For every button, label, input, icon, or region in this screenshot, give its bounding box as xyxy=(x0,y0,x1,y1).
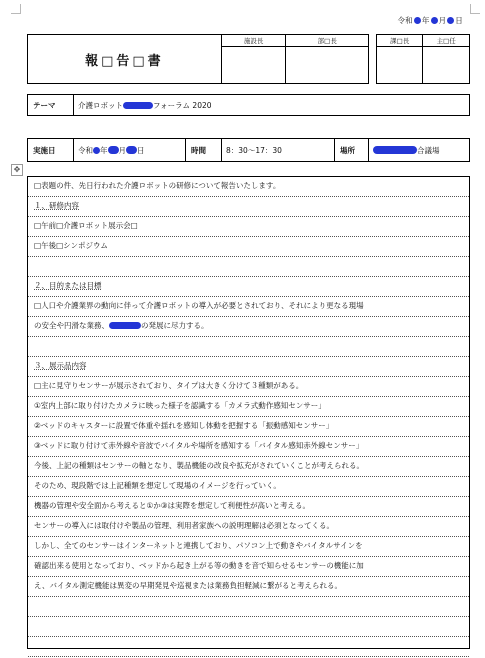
body-line: □人口や介護業界の動向に伴って介護ロボットの導入が必要とされており、それにより更なる現場 xyxy=(28,297,469,317)
stamp-box-section-chief[interactable] xyxy=(377,47,423,84)
body-line: え、バイタル測定機能は異変の早期発見や巡視または業務負担軽減に繋がると考えられる。 xyxy=(28,577,469,597)
place-suffix: 合議場 xyxy=(417,145,440,155)
theme-label: テーマ xyxy=(28,95,74,116)
page-corner-mark-left xyxy=(11,4,21,14)
theme-prefix: 介護ロボット xyxy=(78,100,123,110)
stamp-box-facility-director[interactable] xyxy=(221,47,286,84)
date-value-year: 年 xyxy=(100,145,108,155)
column-gap xyxy=(369,35,377,84)
role-department-head: 部□長 xyxy=(286,35,369,47)
place-value[interactable] xyxy=(369,139,470,162)
body-text: の発展に尽力する。 xyxy=(141,321,209,330)
approval-header-table xyxy=(27,34,470,84)
time-value[interactable]: 8：30～17：30 xyxy=(222,139,335,162)
role-supervisor: 主□任 xyxy=(423,35,470,47)
date-value-day: 日 xyxy=(137,145,145,155)
body-line-empty xyxy=(28,637,469,657)
stamp-box-department-head[interactable] xyxy=(286,47,369,84)
date-era: 令和 xyxy=(397,16,413,25)
body-line xyxy=(28,357,469,377)
date-day-unit: 日 xyxy=(455,16,463,25)
body-line: □午前□介護ロボット展示会□ xyxy=(28,217,469,237)
body-line xyxy=(28,197,469,217)
role-section-chief: 課□長 xyxy=(377,35,423,47)
page-corner-mark-right xyxy=(470,4,480,14)
redaction-mark xyxy=(373,146,417,154)
redaction-mark xyxy=(93,147,100,154)
redaction-mark xyxy=(108,146,119,154)
section-heading: １、研修内容 xyxy=(34,201,79,210)
redaction-mark xyxy=(414,17,421,24)
body-text: の安全や円滑な業務、 xyxy=(34,321,109,330)
date-value[interactable] xyxy=(74,139,186,162)
body-line: 機器の管理や安全面から考えると①か③は実際を想定して利便性が高いと考える。 xyxy=(28,497,469,517)
info-row xyxy=(27,138,470,162)
role-facility-director: 施設長 xyxy=(221,35,286,47)
theme-row xyxy=(27,94,470,116)
body-line: ③ベッドに取り付けて赤外線や音波でバイタルや場所を感知する「バイタル感知赤外線センサー」 xyxy=(28,437,469,457)
section-heading: ２、目的または目標 xyxy=(34,281,102,290)
redaction-mark xyxy=(431,17,438,24)
redaction-mark xyxy=(109,322,141,329)
body-line: ①室内上部に取り付けたカメラに映った様子を認識する「カメラ式動作感知センサー」 xyxy=(28,397,469,417)
redaction-mark xyxy=(447,17,454,24)
body-line: □主に見守りセンサーが展示されており、タイプは大きく分けて３種類がある。 xyxy=(28,377,469,397)
report-title: 報□告□書 xyxy=(28,35,222,84)
date-value-era: 令和 xyxy=(78,145,93,155)
date-month-unit: 月 xyxy=(438,16,447,25)
body-line xyxy=(28,277,469,297)
body-line: 確認出来る使用となっており、ベッドから起き上がる等の動きを音で知らせるセンサーの機能に加 xyxy=(28,557,469,577)
theme-value[interactable] xyxy=(74,95,470,116)
redaction-mark xyxy=(123,102,153,109)
body-line: ②ベッドのキャスターに設置で体重や揺れを感知し体動を把握する「振動感知センサー」 xyxy=(28,417,469,437)
body-line: しかし、全てのセンサーはインターネットと連携しており、パソコン上で動きやバイタルサインを xyxy=(28,537,469,557)
body-line-empty xyxy=(28,337,469,357)
date-label: 実施日 xyxy=(28,139,74,162)
stamp-box-supervisor[interactable] xyxy=(423,47,470,84)
body-line: 今後、上記の種類はセンサーの軸となり、製品機能の改良や拡充がされていくことが考えられる。 xyxy=(28,457,469,477)
body-line-empty xyxy=(28,597,469,617)
body-line: そのため、現段階では上記種類を想定して現場のイメージを行っていく。 xyxy=(28,477,469,497)
date-value-month: 月 xyxy=(118,145,126,155)
table-move-handle-icon[interactable]: ✥ xyxy=(11,164,23,176)
body-line: センサーの導入には取付けや製品の管理、利用者家族への説明理解は必須となってくる。 xyxy=(28,517,469,537)
theme-suffix: フォーラム 2020 xyxy=(153,100,212,110)
body-line: □午後□シンポジウム xyxy=(28,237,469,257)
place-label: 場所 xyxy=(335,139,369,162)
time-label: 時間 xyxy=(186,139,222,162)
body-line-empty xyxy=(28,617,469,637)
date-year-unit: 年 xyxy=(421,16,430,25)
redaction-mark xyxy=(126,146,137,154)
report-body[interactable] xyxy=(27,176,470,649)
body-line-empty xyxy=(28,257,469,277)
body-line: □表題の件、先日行われた介護ロボットの研修について報告いたします。 xyxy=(28,177,469,197)
document-date xyxy=(397,15,463,26)
body-line xyxy=(28,317,469,337)
section-heading: ３、展示品内容 xyxy=(34,361,87,370)
